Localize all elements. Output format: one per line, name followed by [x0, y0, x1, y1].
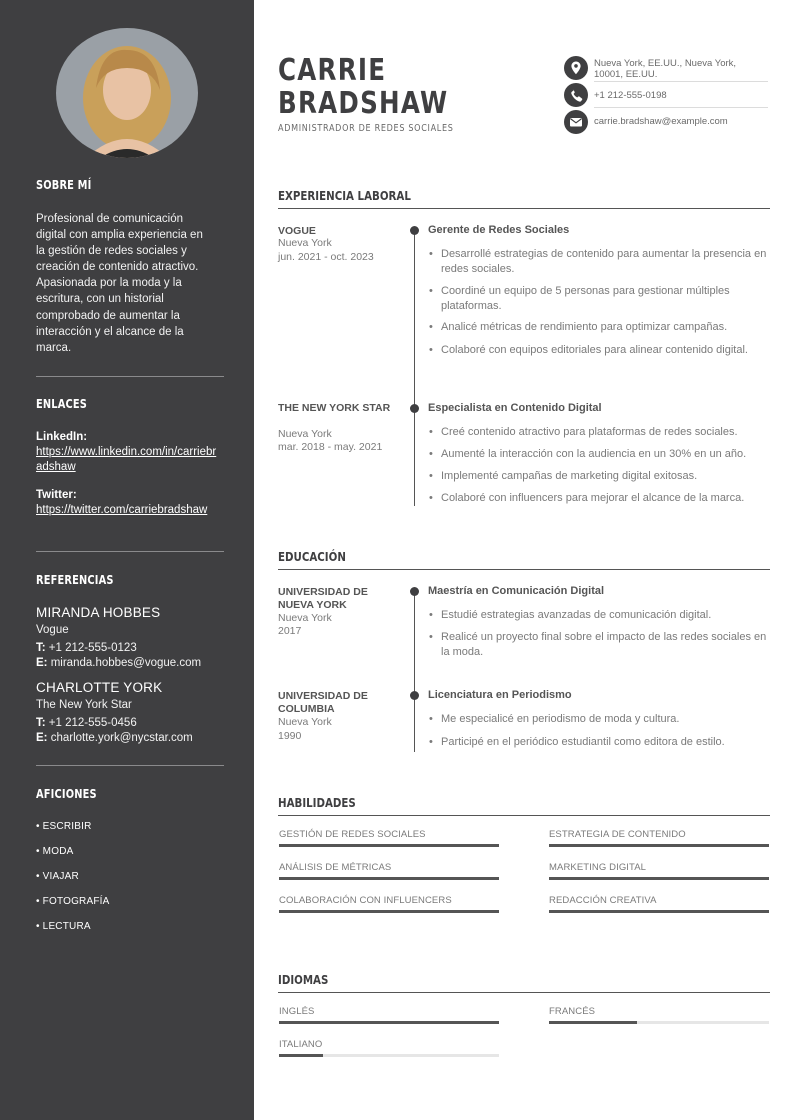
- timeline-dot: [410, 226, 419, 235]
- reference-company: Vogue: [36, 624, 69, 636]
- sidebar: [0, 0, 254, 1120]
- skill-bar: [279, 877, 499, 880]
- timeline-dot: [410, 691, 419, 700]
- school-name: UNIVERSIDAD DE NUEVA YORK: [278, 586, 368, 611]
- language-label: ITALIANO: [279, 1039, 323, 1050]
- degree-bullet: • Realicé un proyecto final sobre el impacto de las redes sociales en la moda.: [428, 630, 770, 660]
- language-bar: [279, 1021, 499, 1024]
- skill-label: ANÁLISIS DE MÉTRICAS: [279, 862, 392, 873]
- candidate-role: ADMINISTRADOR DE REDES SOCIALES: [278, 123, 454, 134]
- about-heading: SOBRE MÍ: [36, 178, 92, 192]
- school-location: Nueva York: [278, 612, 332, 624]
- school-location: Nueva York: [278, 716, 332, 728]
- section-divider: [278, 208, 770, 209]
- languages-heading: IDIOMAS: [278, 972, 329, 987]
- job-bullet: • Analicé métricas de rendimiento para optimizar campañas.: [428, 320, 770, 335]
- reference-name: CHARLOTTE YORK: [36, 680, 163, 695]
- job-title: Especialista en Contenido Digital: [428, 402, 602, 414]
- employment-dates: jun. 2021 - oct. 2023: [278, 251, 374, 263]
- skills-heading: HABILIDADES: [278, 795, 356, 810]
- job-bullet: • Coordiné un equipo de 5 personas para gestionar múltiples plataformas.: [428, 284, 770, 314]
- linkedin-link[interactable]: https://www.linkedin.com/in/carriebradshaw: [36, 446, 217, 473]
- location-icon: [564, 56, 588, 80]
- employer-location: Nueva York: [278, 237, 332, 249]
- section-divider: [278, 815, 770, 816]
- section-divider: [278, 569, 770, 570]
- skill-label: ESTRATEGIA DE CONTENIDO: [549, 829, 686, 840]
- hobby-item: • MODA: [36, 846, 74, 857]
- employer-name: VOGUE: [278, 225, 316, 237]
- skill-bar: [279, 910, 499, 913]
- education-timeline: [414, 591, 415, 752]
- employer-name: THE NEW YORK STAR: [278, 402, 391, 414]
- contact-phone: +1 212-555-0198: [594, 90, 667, 101]
- degree-title: Maestría en Comunicación Digital: [428, 585, 605, 597]
- graduation-year: 2017: [278, 625, 302, 637]
- skill-label: COLABORACIÓN CON INFLUENCERS: [279, 895, 452, 906]
- candidate-name: CARRIE BRADSHAW: [278, 53, 449, 121]
- hobby-item: • LECTURA: [36, 921, 91, 932]
- skill-label: REDACCIÓN CREATIVA: [549, 895, 657, 906]
- graduation-year: 1990: [278, 730, 302, 742]
- degree-bullet: • Participé en el periódico estudiantil como editora de estilo.: [428, 735, 770, 750]
- employer-location: Nueva York: [278, 428, 332, 440]
- language-bar: [549, 1021, 769, 1024]
- degree-bullet: • Me especialicé en periodismo de moda y cultura.: [428, 712, 770, 727]
- profile-photo: [56, 28, 198, 158]
- job-bullet: • Aumenté la interacción con la audiencia en un 30% en un año.: [428, 447, 770, 462]
- skill-bar: [549, 844, 769, 847]
- hobbies-heading: AFICIONES: [36, 787, 97, 801]
- job-bullet: • Desarrollé estrategias de contenido para aumentar la presencia en redes sociales.: [428, 247, 770, 277]
- twitter-label: Twitter:: [36, 489, 77, 501]
- experience-timeline: [414, 230, 415, 506]
- job-bullet: • Colaboré con equipos editoriales para alinear contenido digital.: [428, 343, 770, 358]
- contact-divider: [594, 107, 768, 108]
- language-bar: [279, 1054, 499, 1057]
- contact-email: carrie.bradshaw@example.com: [594, 116, 728, 127]
- school-name: UNIVERSIDAD DE COLUMBIA: [278, 690, 368, 715]
- reference-phone: T: +1 212-555-0456: [36, 717, 137, 729]
- timeline-dot: [410, 587, 419, 596]
- contact-address: Nueva York, EE.UU., Nueva York, 10001, EE.UU.: [594, 58, 737, 80]
- hobby-item: • VIAJAR: [36, 871, 79, 882]
- degree-title: Licenciatura en Periodismo: [428, 689, 572, 701]
- reference-name: MIRANDA HOBBES: [36, 605, 161, 620]
- sidebar-divider: [36, 376, 224, 377]
- twitter-link[interactable]: https://twitter.com/carriebradshaw: [36, 504, 208, 516]
- timeline-dot: [410, 404, 419, 413]
- job-title: Gerente de Redes Sociales: [428, 224, 570, 236]
- email-icon: [564, 110, 588, 134]
- job-bullet: • Creé contenido atractivo para plataformas de redes sociales.: [428, 425, 770, 440]
- sidebar-divider: [36, 765, 224, 766]
- job-bullet: • Implementé campañas de marketing digital exitosas.: [428, 469, 770, 484]
- references-heading: REFERENCIAS: [36, 573, 114, 587]
- language-label: INGLÉS: [279, 1006, 315, 1017]
- reference-email: E: miranda.hobbes@vogue.com: [36, 657, 202, 669]
- reference-phone: T: +1 212-555-0123: [36, 642, 137, 654]
- about-text: Profesional de comunicación digital con amplia experiencia en la gestión de redes sociales y creación de contenido atractivo. Apasionada por la moda y la escritura, con un historial comprobado de aumentar la interacción y el alcance de la marca.: [36, 213, 203, 354]
- skill-bar: [549, 910, 769, 913]
- hobby-item: • ESCRIBIR: [36, 821, 92, 832]
- skill-label: MARKETING DIGITAL: [549, 862, 647, 873]
- linkedin-label: LinkedIn:: [36, 431, 88, 443]
- experience-heading: EXPERIENCIA LABORAL: [278, 188, 411, 203]
- reference-email: E: charlotte.york@nycstar.com: [36, 732, 193, 744]
- employment-dates: mar. 2018 - may. 2021: [278, 441, 383, 453]
- hobby-item: • FOTOGRAFÍA: [36, 896, 110, 907]
- skill-bar: [549, 877, 769, 880]
- contact-divider: [594, 81, 768, 82]
- reference-company: The New York Star: [36, 699, 132, 711]
- skill-bar: [279, 844, 499, 847]
- education-heading: EDUCACIÓN: [278, 549, 346, 564]
- degree-bullet: • Estudié estrategias avanzadas de comunicación digital.: [428, 608, 770, 623]
- language-label: FRANCÉS: [549, 1006, 596, 1017]
- section-divider: [278, 992, 770, 993]
- sidebar-divider: [36, 551, 224, 552]
- links-heading: ENLACES: [36, 397, 88, 411]
- job-bullet: • Colaboré con influencers para mejorar el alcance de la marca.: [428, 491, 770, 506]
- phone-icon: [564, 83, 588, 107]
- skill-label: GESTIÓN DE REDES SOCIALES: [279, 829, 426, 840]
